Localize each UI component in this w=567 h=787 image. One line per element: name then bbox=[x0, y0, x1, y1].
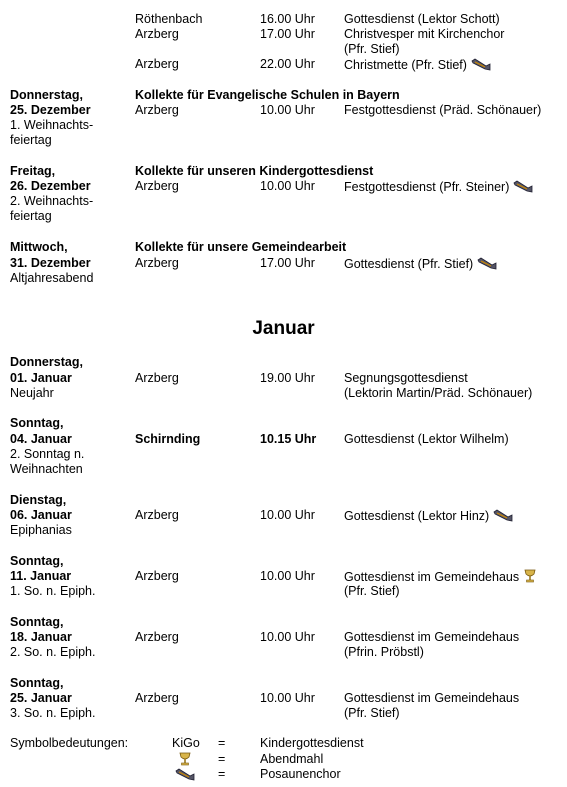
date: 06. Januar bbox=[10, 508, 72, 522]
date: 31. Dezember bbox=[10, 256, 91, 270]
date: 11. Januar bbox=[10, 569, 72, 583]
service: Gottesdienst im Gemeindehaus bbox=[344, 569, 537, 587]
time: 10.00 Uhr bbox=[260, 691, 315, 705]
day: Sonntag, bbox=[10, 676, 64, 690]
legend-kigo: KiGo bbox=[172, 736, 200, 750]
service: Gottesdienst (Lektor Schott) bbox=[344, 12, 500, 26]
note: 2. Weihnachts- bbox=[10, 194, 94, 208]
note: 1. Weihnachts- bbox=[10, 118, 94, 132]
time: 17.00 Uhr bbox=[260, 256, 315, 270]
note: 1. So. n. Epiph. bbox=[10, 584, 96, 598]
place: Arzberg bbox=[135, 508, 179, 522]
day: Sonntag, bbox=[10, 416, 64, 430]
time: 10.15 Uhr bbox=[260, 432, 317, 446]
service-detail: (Pfr. Stief) bbox=[344, 706, 400, 720]
date: 04. Januar bbox=[10, 432, 72, 446]
trumpet-icon bbox=[175, 767, 195, 785]
service-detail: (Pfr. Stief) bbox=[344, 42, 400, 56]
note: 2. Sonntag n. bbox=[10, 447, 85, 461]
date: 01. Januar bbox=[10, 371, 72, 385]
service: Festgottesdienst (Pfr. Steiner) bbox=[344, 179, 533, 197]
place: Schirnding bbox=[135, 432, 201, 446]
note: 2. So. n. Epiph. bbox=[10, 645, 96, 659]
trumpet-icon bbox=[493, 508, 513, 526]
time: 10.00 Uhr bbox=[260, 630, 315, 644]
trumpet-icon bbox=[477, 256, 497, 274]
date: 25. Dezember bbox=[10, 103, 91, 117]
time: 17.00 Uhr bbox=[260, 27, 315, 41]
day: Mittwoch, bbox=[10, 240, 68, 254]
legend-equals: = bbox=[218, 736, 226, 750]
legend-posaunenchor-meaning: Posaunenchor bbox=[260, 767, 341, 781]
service: Gottesdienst (Lektor Hinz) bbox=[344, 508, 513, 526]
collection: Kollekte für Evangelische Schulen in Bayern bbox=[135, 88, 400, 102]
place: Arzberg bbox=[135, 27, 179, 41]
service: Festgottesdienst (Präd. Schönauer) bbox=[344, 103, 542, 117]
time: 10.00 Uhr bbox=[260, 103, 315, 117]
legend-title: Symbolbedeutungen: bbox=[10, 736, 129, 750]
date: 18. Januar bbox=[10, 630, 72, 644]
day: Sonntag, bbox=[10, 615, 64, 629]
note: feiertag bbox=[10, 133, 52, 147]
legend-kigo-meaning: Kindergottesdienst bbox=[260, 736, 364, 750]
date: 25. Januar bbox=[10, 691, 72, 705]
place: Arzberg bbox=[135, 691, 179, 705]
note: feiertag bbox=[10, 209, 52, 223]
place: Arzberg bbox=[135, 630, 179, 644]
day: Dienstag, bbox=[10, 493, 67, 507]
collection: Kollekte für unseren Kindergottesdienst bbox=[135, 164, 374, 178]
collection: Kollekte für unsere Gemeindearbeit bbox=[135, 240, 347, 254]
place: Arzberg bbox=[135, 103, 179, 117]
note: Epiphanias bbox=[10, 523, 72, 537]
day: Donnerstag, bbox=[10, 355, 83, 369]
trumpet-icon bbox=[471, 57, 491, 75]
service: Gottesdienst (Lektor Wilhelm) bbox=[344, 432, 509, 446]
service-detail: (Pfr. Stief) bbox=[344, 584, 400, 598]
day: Sonntag, bbox=[10, 554, 64, 568]
service-detail: (Lektorin Martin/Präd. Schönauer) bbox=[344, 386, 533, 400]
time: 10.00 Uhr bbox=[260, 179, 315, 193]
legend-equals: = bbox=[218, 767, 226, 781]
place: Arzberg bbox=[135, 371, 179, 385]
time: 16.00 Uhr bbox=[260, 12, 315, 26]
note: Neujahr bbox=[10, 386, 54, 400]
service: Christvesper mit Kirchenchor bbox=[344, 27, 505, 41]
place: Arzberg bbox=[135, 57, 179, 71]
month-heading: Januar bbox=[252, 318, 315, 339]
legend-abendmahl-meaning: Abendmahl bbox=[260, 752, 324, 766]
day: Donnerstag, bbox=[10, 88, 83, 102]
trumpet-icon bbox=[513, 179, 533, 197]
place: Arzberg bbox=[135, 256, 179, 270]
note: Altjahresabend bbox=[10, 271, 94, 285]
place: Arzberg bbox=[135, 569, 179, 583]
legend-equals: = bbox=[218, 752, 226, 766]
service: Gottesdienst im Gemeindehaus bbox=[344, 691, 520, 705]
chalice-icon bbox=[523, 569, 537, 587]
service-detail: (Pfrin. Pröbstl) bbox=[344, 645, 424, 659]
time: 10.00 Uhr bbox=[260, 569, 315, 583]
time: 10.00 Uhr bbox=[260, 508, 315, 522]
place: Arzberg bbox=[135, 179, 179, 193]
day: Freitag, bbox=[10, 164, 56, 178]
time: 22.00 Uhr bbox=[260, 57, 315, 71]
note: Weihnachten bbox=[10, 462, 83, 476]
service: Segnungsgottesdienst bbox=[344, 371, 468, 385]
place: Röthenbach bbox=[135, 12, 203, 26]
time: 19.00 Uhr bbox=[260, 371, 315, 385]
note: 3. So. n. Epiph. bbox=[10, 706, 96, 720]
service: Gottesdienst (Pfr. Stief) bbox=[344, 256, 497, 274]
service: Gottesdienst im Gemeindehaus bbox=[344, 630, 520, 644]
service: Christmette (Pfr. Stief) bbox=[344, 57, 491, 75]
date: 26. Dezember bbox=[10, 179, 91, 193]
